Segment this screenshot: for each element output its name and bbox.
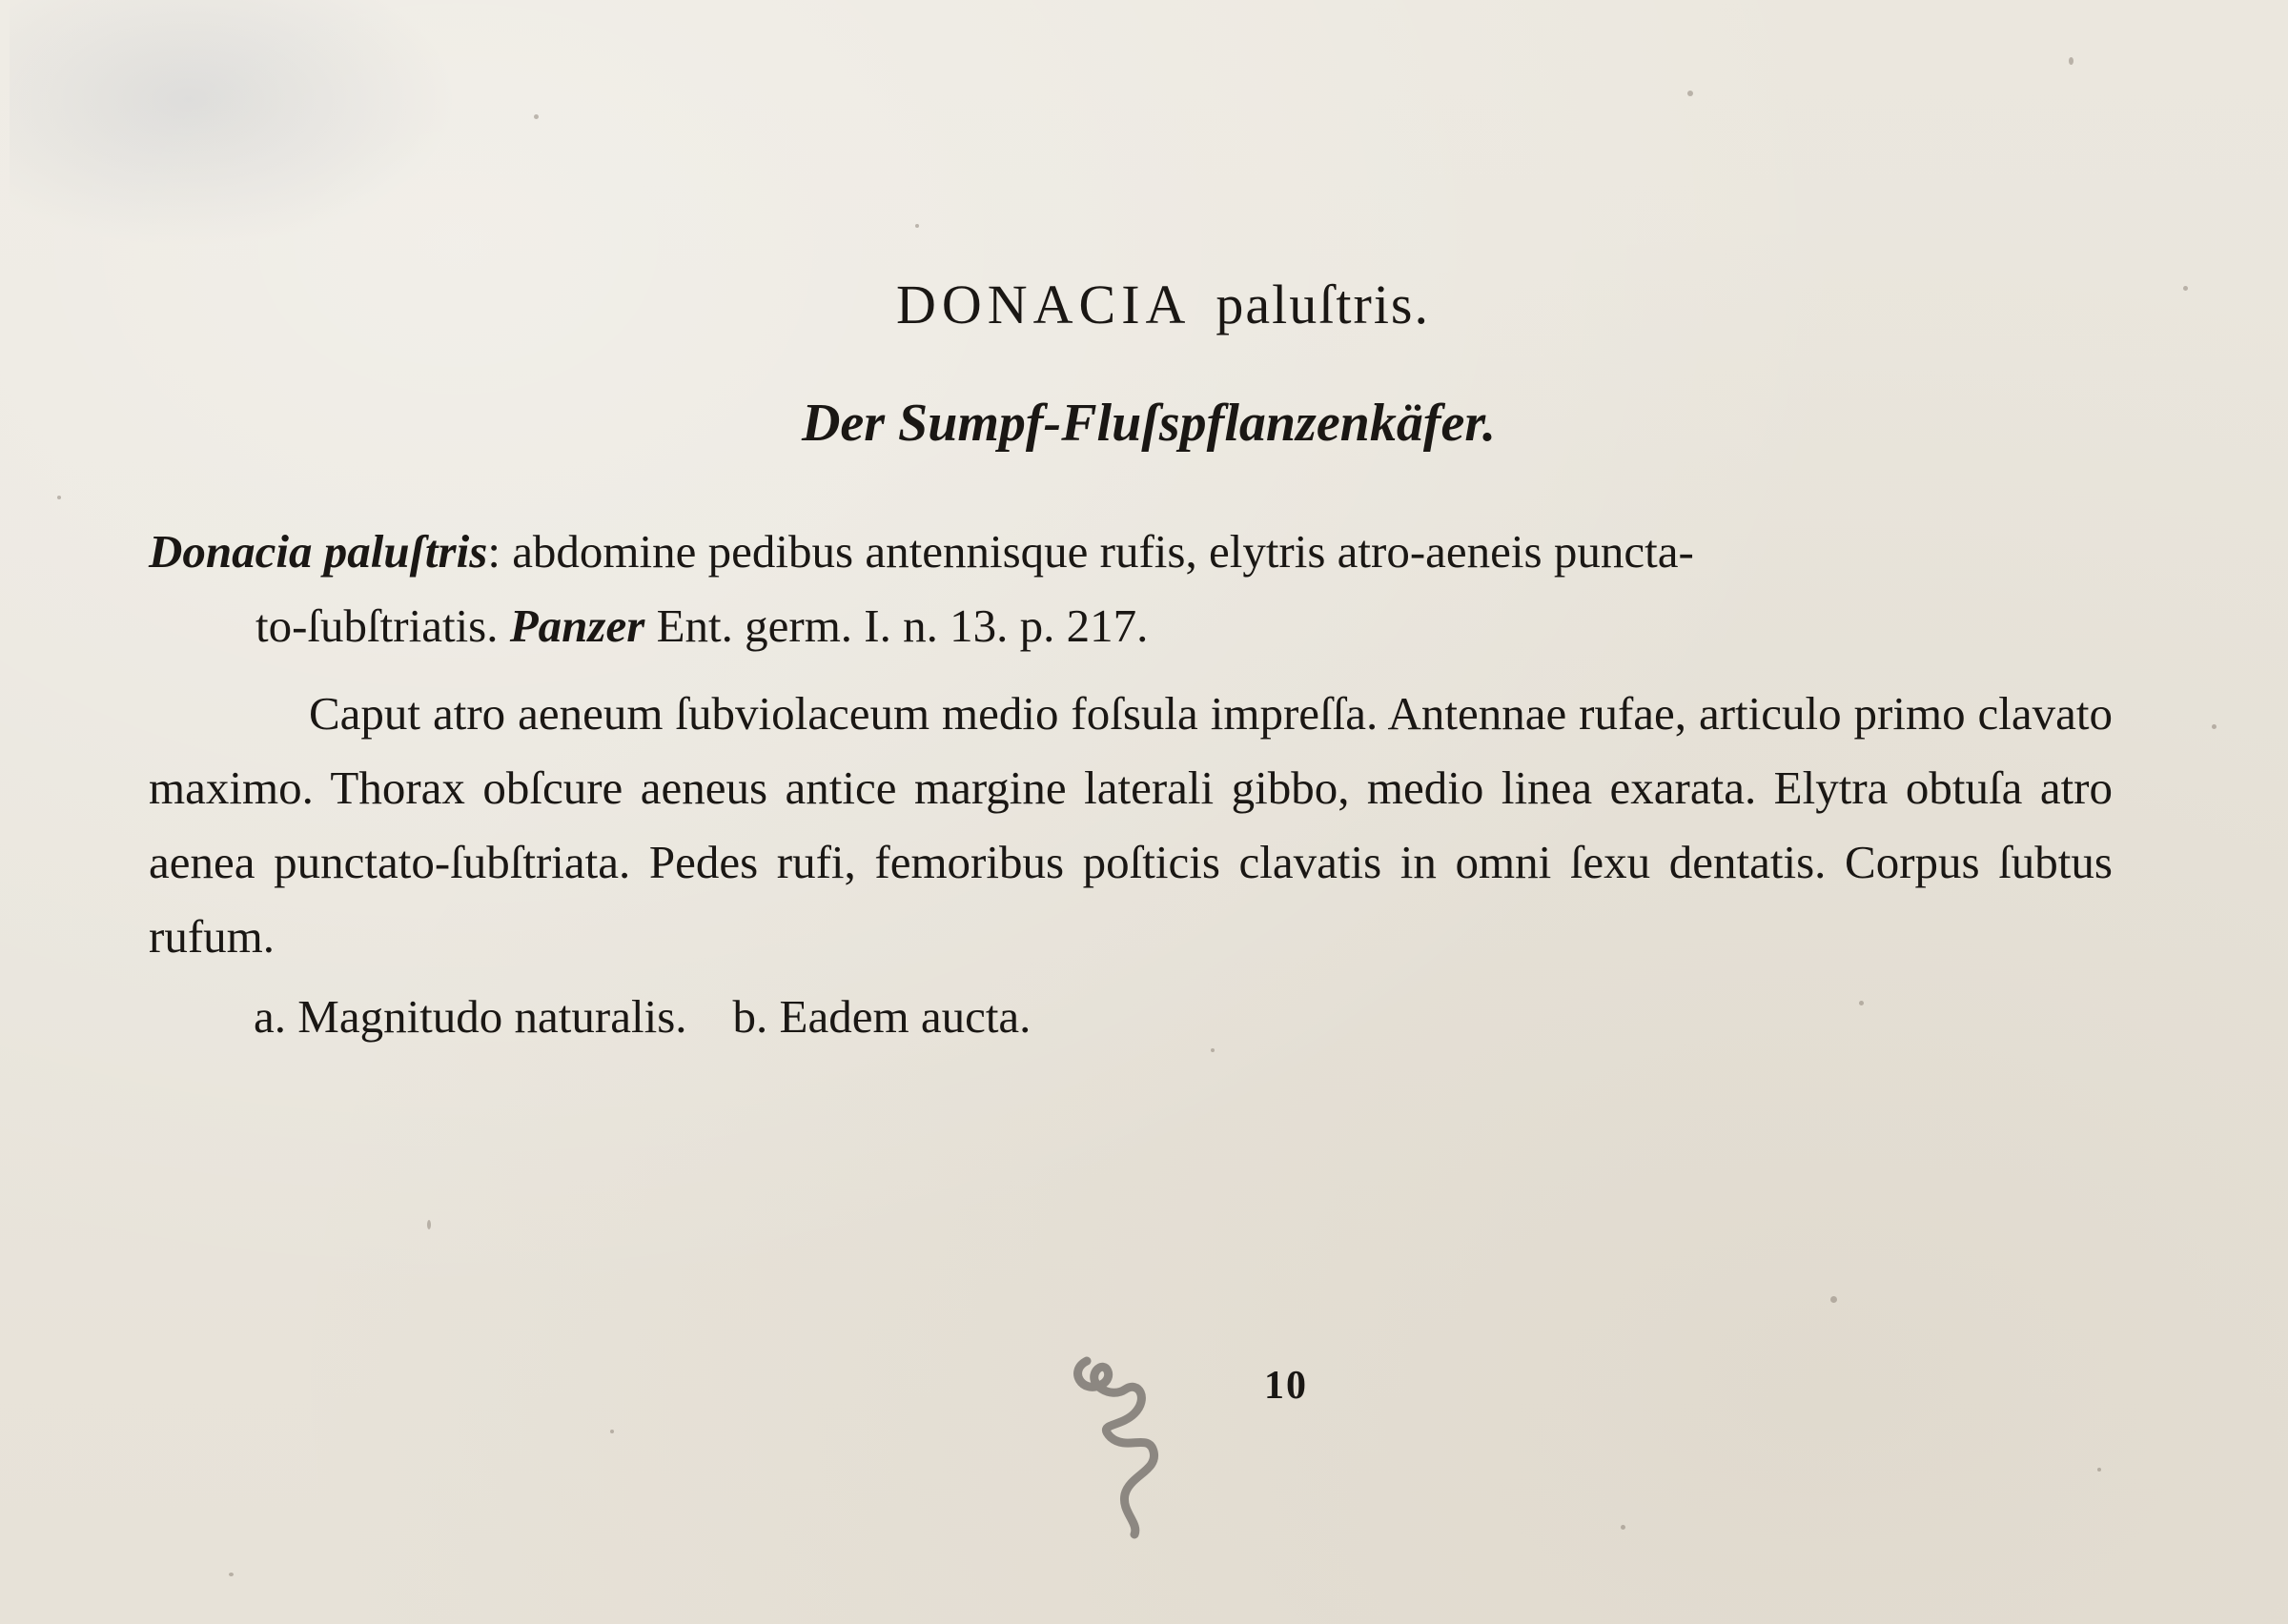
paper-speck <box>1211 1048 1215 1052</box>
paper-speck <box>1859 1001 1864 1005</box>
title-genus: DONACIA <box>895 274 1192 335</box>
paper-speck <box>427 1220 431 1229</box>
paper-speck <box>2097 1468 2101 1472</box>
paper-speck <box>229 1573 234 1576</box>
diagnosis-line-1 <box>149 515 2122 589</box>
paper-speck <box>1687 91 1693 96</box>
reference-citation: Ent. germ. I. n. 13. p. 217. <box>656 599 1149 652</box>
diagnosis-text-2: to-ſubſtriatis. <box>255 599 499 652</box>
paper-speck <box>534 114 539 119</box>
diagnosis-name: Donacia paluſtris <box>149 525 488 578</box>
diagnosis-text-1: abdomine pedibus antennisque rufis, elytris atro-aeneis puncta- <box>512 525 1694 578</box>
paper-speck <box>2069 57 2074 65</box>
reference-author: Panzer <box>509 599 645 652</box>
paper-speck <box>1621 1525 1625 1530</box>
paper-speck <box>57 496 61 499</box>
figure-legend <box>254 989 1031 1044</box>
page-subtitle: Der Sumpf-Fluſspflanzenkäfer. <box>801 394 1497 453</box>
paper-speck <box>2212 724 2216 729</box>
description-paragraph: Caput atro aeneum ſubviolaceum medio foſsula impreſſa. Antennae rufae, articulo primo clavato maximo. Thorax obſcure aeneus antice margine laterali gibbo, medio linea exarata. Elytra obtuſa atro aenea punctato-ſubſtriata. Pedes rufi, femoribus poſticis clavatis in omni ſexu dentatis. Corpus ſubtus rufum. <box>149 687 2113 963</box>
title-species: paluſtris. <box>1216 274 1431 335</box>
pencil-annotation-mark <box>1058 1342 1201 1542</box>
paper-speck <box>610 1430 614 1433</box>
diagnosis-separator: : <box>487 525 500 578</box>
page-number: 10 <box>1264 1364 1308 1408</box>
legend-a: a. Magnitudo naturalis. <box>254 990 687 1043</box>
page-title <box>0 273 2288 336</box>
diagnosis-line-2 <box>149 589 2122 663</box>
paper-speck <box>1830 1296 1837 1303</box>
species-diagnosis <box>149 515 2122 663</box>
show-through-bleed <box>10 0 458 248</box>
paper-speck <box>915 224 919 228</box>
legend-b: b. Eadem aucta. <box>732 990 1032 1043</box>
